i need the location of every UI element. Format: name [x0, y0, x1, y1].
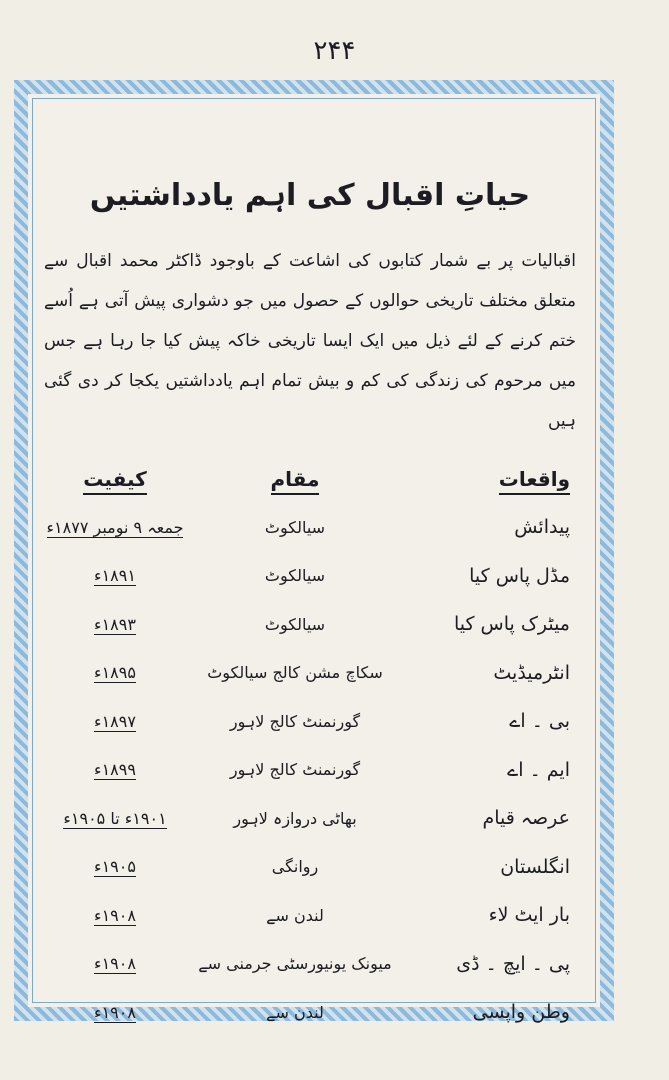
date-cell: ۱۹۰۸ء — [94, 905, 136, 925]
intro-paragraph: اقبالیات پر بے شمار کتابوں کی اشاعت کے باوجود ڈاکٹر محمد اقبال سے متعلق مختلف تاریخی حوالوں کے حصول میں جو دشواری پیش آتی ہے اُسے ختم کرنے کے لئے ذیل میں ایک ایسا تاریخی خاکہ پیش کیا جا رہا ہے جس میں مرحوم کی زندگی کی کم و بیش تمام اہم یادداشتیں یکجا کر دی گئی ہیں — [44, 251, 576, 431]
event-cell: بار ایٹ لاء — [488, 904, 570, 927]
table-row — [40, 794, 580, 843]
table-row — [40, 552, 580, 601]
table-row — [40, 600, 580, 649]
place-cell: گورنمنٹ کالج لاہور — [229, 760, 361, 780]
place-cell: گورنمنٹ کالج لاہور — [229, 711, 361, 731]
date-cell: ۱۸۹۹ء — [94, 760, 136, 780]
page-number: ۲۴۴ — [313, 36, 356, 66]
date-cell: ۱۹۰۵ء — [94, 857, 136, 877]
timeline-table — [40, 503, 580, 1037]
date-cell: ۱۸۹۱ء — [94, 566, 136, 586]
event-cell: مڈل پاس کیا — [469, 564, 570, 587]
event-cell: وطن واپسی — [472, 1001, 570, 1024]
event-cell: پیدائش — [514, 516, 570, 539]
date-cell: ۱۸۹۷ء — [94, 711, 136, 731]
event-cell: پی ۔ ایچ ۔ ڈی — [456, 952, 570, 975]
table-row — [40, 649, 580, 698]
place-cell: سکاچ مشن کالج سیالکوٹ — [207, 663, 383, 683]
table-row — [40, 697, 580, 746]
event-cell: میٹرک پاس کیا — [453, 613, 570, 636]
place-cell: میونک یونیورسٹی جرمنی سے — [198, 954, 392, 974]
event-cell: بی ۔ اے — [509, 710, 570, 733]
page-content — [40, 100, 580, 1037]
header-event: واقعات — [499, 467, 570, 495]
event-cell: ایم ۔ اے — [507, 758, 570, 781]
header-place: مقام — [271, 467, 320, 495]
table-row — [40, 746, 580, 795]
date-cell: ۱۹۰۱ء تا ۱۹۰۵ء — [63, 808, 167, 828]
table-row — [40, 940, 580, 989]
event-cell: عرصہ قیام — [482, 807, 570, 830]
date-cell: ۱۸۹۵ء — [94, 663, 136, 683]
event-cell: انگلستان — [500, 855, 570, 878]
table-row — [40, 988, 580, 1037]
date-cell: ۱۹۰۸ء — [94, 1002, 136, 1022]
table-row — [40, 891, 580, 940]
table-row — [40, 503, 580, 552]
place-cell: بھاٹی دروازہ لاہور — [233, 808, 357, 828]
date-cell: جمعہ ۹ نومبر ۱۸۷۷ء — [46, 517, 184, 537]
place-cell: سیالکوٹ — [264, 517, 326, 537]
table-header — [40, 455, 580, 503]
event-cell: انٹرمیڈیٹ — [493, 661, 570, 684]
date-cell: ۱۹۰۸ء — [94, 954, 136, 974]
place-cell: سیالکوٹ — [264, 614, 326, 634]
place-cell: لندن سے — [266, 1002, 324, 1022]
table-row — [40, 843, 580, 892]
place-cell: سیالکوٹ — [264, 566, 326, 586]
page-title: حیاتِ اقبال کی اہم یادداشتیں — [89, 178, 531, 213]
date-cell: ۱۸۹۳ء — [94, 614, 136, 634]
place-cell: روانگی — [271, 857, 319, 877]
place-cell: لندن سے — [266, 905, 324, 925]
header-date: کیفیت — [83, 467, 147, 495]
